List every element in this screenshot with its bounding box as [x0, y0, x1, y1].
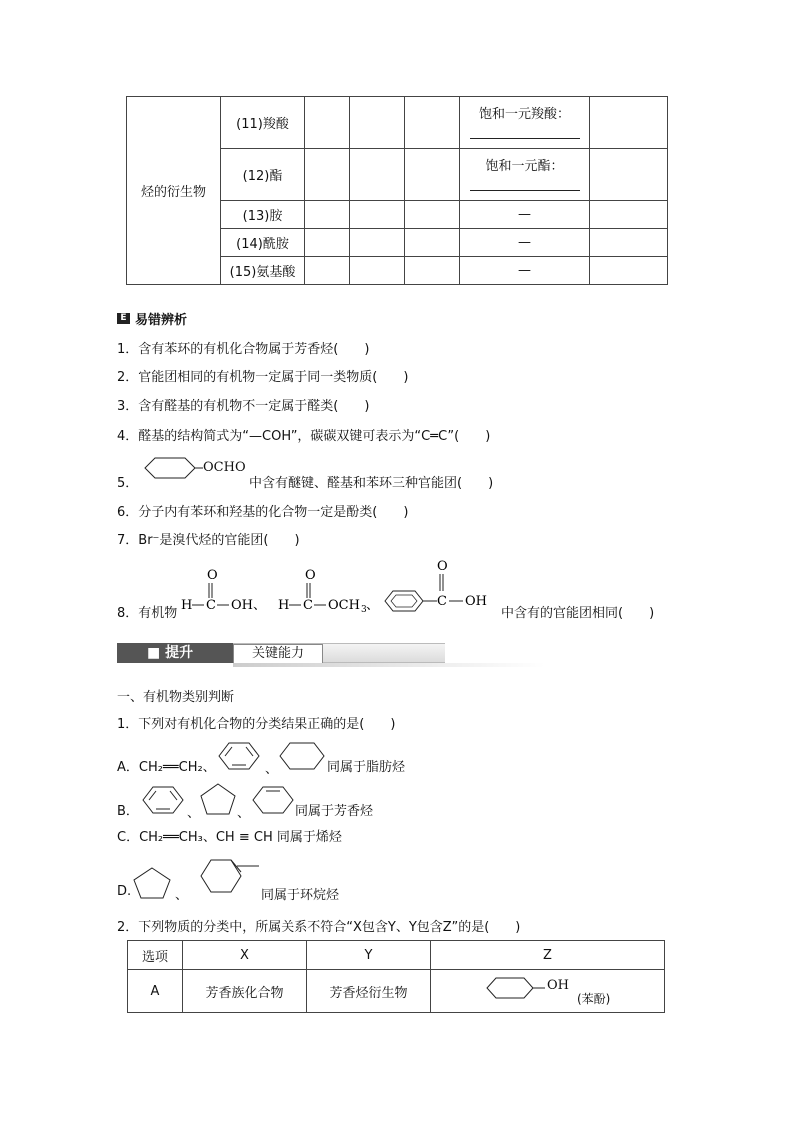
classify-question-2: 2．下列物质的分类中，所属关系不符合“X包含Y、Y包含Z”的是( ): [117, 920, 521, 935]
svg-text:C: C: [437, 594, 447, 609]
row-name: (11)羧酸: [221, 97, 305, 149]
blank-cell: [590, 201, 668, 229]
blank-cell: [405, 257, 460, 285]
blank-cell: [305, 97, 350, 149]
option-b-sep: 、: [237, 806, 251, 821]
option-c: C．CH₂══CH₃、CH ≡ CH 同属于烯烃: [117, 830, 342, 845]
phenol-name: (苯酚): [577, 992, 611, 1006]
option-a-sep: 、: [265, 762, 279, 777]
blank-cell: [305, 257, 350, 285]
section-e-icon: E: [117, 313, 130, 324]
row-name: (12)酯: [221, 149, 305, 201]
blank-cell: [590, 229, 668, 257]
question-3: 3．含有醛基的有机物不一定属于醛类( ): [117, 399, 370, 414]
cell-y: 芳香烃衍生物: [307, 970, 431, 1013]
phenol-ring-icon: [483, 976, 545, 1000]
answer-blank: [470, 190, 580, 191]
methylcyclohexane-icon: [197, 852, 261, 900]
banner-light: [233, 643, 445, 663]
option-d-text: 同属于环烷烃: [261, 888, 340, 903]
svg-text:O: O: [437, 559, 448, 574]
group-oh: OH: [547, 978, 569, 993]
blank-cell: [350, 201, 405, 229]
formula-cell: —: [460, 201, 590, 229]
section-title-text: 易错辨析: [135, 313, 188, 328]
blank-cell: [305, 149, 350, 201]
formula-label: 饱和一元酯：: [485, 158, 564, 174]
benzene-ring-icon: [139, 784, 187, 816]
banner-dark-label: ■ 提升: [147, 645, 194, 661]
svg-text:、: 、: [366, 598, 380, 613]
cyclopentane-icon: [132, 866, 172, 900]
blank-cell: [590, 149, 668, 201]
svg-text:3: 3: [361, 605, 367, 615]
blank-cell: [590, 257, 668, 285]
option-b-text: 同属于芳香烃: [295, 804, 374, 819]
question-1: 1．含有苯环的有机化合物属于芳香烃( ): [117, 342, 370, 357]
formula-cell: —: [460, 257, 590, 285]
formula-cell: [460, 149, 590, 201]
blank-cell: [405, 149, 460, 201]
blank-cell: [350, 257, 405, 285]
question-6: 6．分子内有苯环和羟基的化合物一定是酚类( ): [117, 505, 409, 520]
cell-z: [431, 970, 665, 1013]
derivative-table: [126, 96, 668, 285]
svg-text:C: C: [303, 598, 313, 613]
classify-question-1: 1．下列对有机化合物的分类结果正确的是( ): [117, 717, 396, 732]
blank-cell: [305, 201, 350, 229]
svg-text:OCH: OCH: [328, 598, 360, 613]
row-name: (13)胺: [221, 201, 305, 229]
blank-cell: [350, 149, 405, 201]
blank-cell: [405, 229, 460, 257]
answer-blank: [470, 138, 580, 139]
header-option: 选项: [128, 941, 183, 970]
classification-table: [127, 940, 665, 1013]
cyclopentane-icon: [199, 782, 237, 816]
benzene-ring-icon: [215, 740, 263, 772]
svg-text:H: H: [181, 598, 193, 613]
subsection-heading: 一、有机物类别判断: [117, 690, 235, 705]
option-b-sep: 、: [187, 806, 201, 821]
question-prefix: 8．有机物: [117, 606, 178, 621]
svg-text:O: O: [305, 568, 316, 583]
cell-x: 芳香族化合物: [183, 970, 307, 1013]
question-text: 中含有醚键、醛基和苯环三种官能团( ): [249, 476, 494, 491]
question-2: 2．官能团相同的有机物一定属于同一类物质( ): [117, 370, 409, 385]
question-4: 4．醛基的结构简式为“—COH”，碳碳双键可表示为“C═C”( ): [117, 429, 491, 444]
header-x: X: [183, 941, 307, 970]
group-ocho: OCHO: [203, 460, 246, 475]
blank-cell: [590, 97, 668, 149]
section-banner: [117, 641, 429, 665]
structures-formic-acid-methyl-formate-benzoic-acid: [181, 558, 501, 620]
question-suffix: 中含有的官能团相同( ): [501, 606, 655, 621]
option-d-sep: 、: [175, 888, 189, 903]
banner-light-label: 关键能力: [233, 644, 323, 664]
cell-option: A: [128, 970, 183, 1013]
group-label: 烃的衍生物: [127, 97, 221, 285]
option-d-label: D.: [117, 884, 132, 899]
cyclohexane-icon: [277, 740, 327, 772]
svg-text:OH: OH: [465, 594, 487, 609]
header-y: Y: [307, 941, 431, 970]
svg-text:H: H: [278, 598, 290, 613]
svg-text:O: O: [207, 568, 218, 583]
blank-cell: [350, 229, 405, 257]
option-a-text: 同属于脂肪烃: [327, 760, 406, 775]
question-7: 7．Br⁻是溴代烃的官能团( ): [117, 533, 300, 548]
formula-label: 饱和一元羧酸：: [478, 106, 570, 122]
banner-shadow: [233, 663, 545, 667]
section-title-errors: [117, 309, 187, 328]
blank-cell: [405, 201, 460, 229]
svg-text:OH、: OH、: [231, 598, 266, 613]
banner-dark: [117, 643, 233, 663]
formula-cell: —: [460, 229, 590, 257]
formula-cell: [460, 97, 590, 149]
row-name: (15)氨基酸: [221, 257, 305, 285]
svg-text:C: C: [206, 598, 216, 613]
blank-cell: [405, 97, 460, 149]
question-number: 5．: [117, 476, 139, 491]
option-a-label: A．CH₂══CH₂、: [117, 760, 216, 775]
cyclohexene-icon: [249, 784, 297, 816]
option-b-label: B．: [117, 804, 139, 819]
blank-cell: [305, 229, 350, 257]
blank-cell: [350, 97, 405, 149]
row-name: (14)酰胺: [221, 229, 305, 257]
header-z: Z: [431, 941, 665, 970]
benzene-ring-icon: [135, 454, 203, 482]
